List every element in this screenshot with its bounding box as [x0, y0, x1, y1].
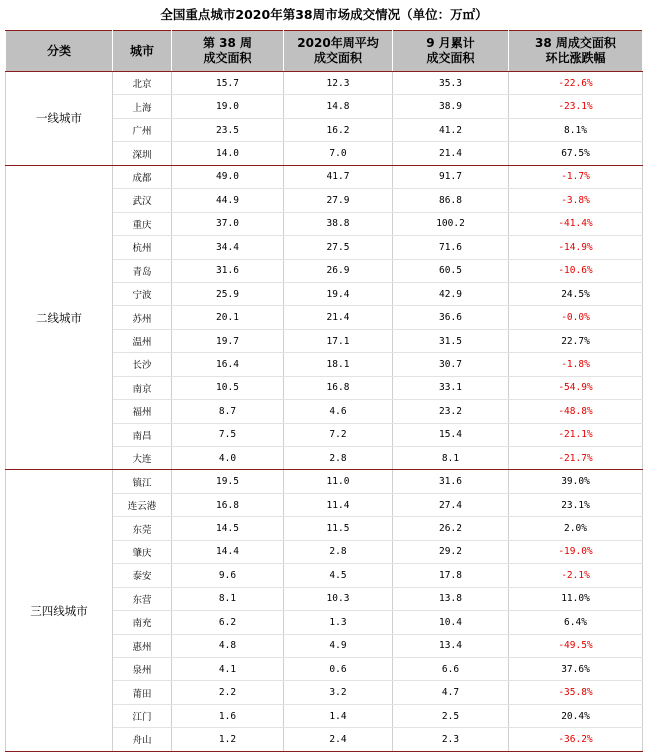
- weekly-average-cell: 21.4: [284, 306, 393, 329]
- week38-cell: 44.9: [172, 189, 284, 212]
- week-change-cell: 11.0%: [509, 587, 643, 610]
- page-title: 全国重点城市2020年第38周市场成交情况（单位：万㎡）: [160, 7, 488, 22]
- table-row: [6, 72, 643, 95]
- week38-cell: 2.2: [172, 681, 284, 704]
- week-change-cell: -0.0%: [509, 306, 643, 329]
- september-total-cell: 100.2: [393, 212, 509, 235]
- september-total-cell: 71.6: [393, 236, 509, 259]
- city-cell: 杭州: [113, 236, 172, 259]
- weekly-average-cell: 26.9: [284, 259, 393, 282]
- city-cell: 深圳: [113, 142, 172, 165]
- september-total-cell: 31.5: [393, 329, 509, 352]
- header-category: 分类: [6, 31, 113, 72]
- city-cell: 惠州: [113, 634, 172, 657]
- weekly-average-cell: 16.8: [284, 376, 393, 399]
- table-row: [6, 165, 643, 188]
- weekly-average-cell: 10.3: [284, 587, 393, 610]
- weekly-average-cell: 4.6: [284, 400, 393, 423]
- week-change-cell: -10.6%: [509, 259, 643, 282]
- week-change-cell: -3.8%: [509, 189, 643, 212]
- city-cell: 泉州: [113, 657, 172, 680]
- city-cell: 莆田: [113, 681, 172, 704]
- week-change-cell: -49.5%: [509, 634, 643, 657]
- week38-cell: 23.5: [172, 118, 284, 141]
- september-total-cell: 10.4: [393, 611, 509, 634]
- weekly-average-cell: 14.8: [284, 95, 393, 118]
- weekly-average-cell: 4.9: [284, 634, 393, 657]
- week38-cell: 31.6: [172, 259, 284, 282]
- week38-cell: 1.6: [172, 704, 284, 727]
- weekly-average-cell: 4.5: [284, 564, 393, 587]
- september-total-cell: 36.6: [393, 306, 509, 329]
- week-change-cell: -54.9%: [509, 376, 643, 399]
- september-total-cell: 30.7: [393, 353, 509, 376]
- weekly-average-cell: 27.5: [284, 236, 393, 259]
- week38-cell: 19.5: [172, 470, 284, 493]
- week-change-cell: -35.8%: [509, 681, 643, 704]
- city-cell: 苏州: [113, 306, 172, 329]
- week38-cell: 15.7: [172, 72, 284, 95]
- week38-cell: 14.0: [172, 142, 284, 165]
- weekly-average-cell: 3.2: [284, 681, 393, 704]
- september-total-cell: 42.9: [393, 282, 509, 305]
- weekly-average-cell: 11.5: [284, 517, 393, 540]
- weekly-average-cell: 1.3: [284, 611, 393, 634]
- september-total-cell: 33.1: [393, 376, 509, 399]
- city-cell: 江门: [113, 704, 172, 727]
- september-total-cell: 13.4: [393, 634, 509, 657]
- week38-cell: 9.6: [172, 564, 284, 587]
- city-cell: 成都: [113, 165, 172, 188]
- week38-cell: 19.7: [172, 329, 284, 352]
- week-change-cell: -19.0%: [509, 540, 643, 563]
- city-cell: 温州: [113, 329, 172, 352]
- city-cell: 泰安: [113, 564, 172, 587]
- week38-cell: 8.7: [172, 400, 284, 423]
- weekly-average-cell: 7.2: [284, 423, 393, 446]
- weekly-average-cell: 12.3: [284, 72, 393, 95]
- week38-cell: 16.8: [172, 493, 284, 516]
- week38-cell: 6.2: [172, 611, 284, 634]
- week-change-cell: 37.6%: [509, 657, 643, 680]
- city-cell: 武汉: [113, 189, 172, 212]
- city-cell: 宁波: [113, 282, 172, 305]
- category-cell: 一线城市: [6, 72, 113, 166]
- header-september-total: 9 月累计 成交面积: [393, 31, 509, 72]
- week38-cell: 1.2: [172, 728, 284, 751]
- week38-cell: 34.4: [172, 236, 284, 259]
- september-total-cell: 31.6: [393, 470, 509, 493]
- september-total-cell: 26.2: [393, 517, 509, 540]
- weekly-average-cell: 11.0: [284, 470, 393, 493]
- week38-cell: 4.0: [172, 447, 284, 470]
- header-weekly-average: 2020年周平均 成交面积: [284, 31, 393, 72]
- weekly-average-cell: 27.9: [284, 189, 393, 212]
- september-total-cell: 35.3: [393, 72, 509, 95]
- weekly-average-cell: 18.1: [284, 353, 393, 376]
- weekly-average-cell: 0.6: [284, 657, 393, 680]
- week38-cell: 8.1: [172, 587, 284, 610]
- table-body: [6, 72, 643, 752]
- week-change-cell: 8.1%: [509, 118, 643, 141]
- september-total-cell: 4.7: [393, 681, 509, 704]
- weekly-average-cell: 16.2: [284, 118, 393, 141]
- september-total-cell: 86.8: [393, 189, 509, 212]
- week-change-cell: -21.7%: [509, 447, 643, 470]
- week-change-cell: -1.8%: [509, 353, 643, 376]
- week38-cell: 25.9: [172, 282, 284, 305]
- market-table: [5, 30, 643, 752]
- week-change-cell: -22.6%: [509, 72, 643, 95]
- week-change-cell: 67.5%: [509, 142, 643, 165]
- weekly-average-cell: 38.8: [284, 212, 393, 235]
- weekly-average-cell: 17.1: [284, 329, 393, 352]
- weekly-average-cell: 41.7: [284, 165, 393, 188]
- september-total-cell: 15.4: [393, 423, 509, 446]
- week38-cell: 49.0: [172, 165, 284, 188]
- week-change-cell: 23.1%: [509, 493, 643, 516]
- september-total-cell: 2.5: [393, 704, 509, 727]
- city-cell: 上海: [113, 95, 172, 118]
- header-week38: 第 38 周 成交面积: [172, 31, 284, 72]
- city-cell: 南充: [113, 611, 172, 634]
- week-change-cell: 6.4%: [509, 611, 643, 634]
- city-cell: 大连: [113, 447, 172, 470]
- city-cell: 南京: [113, 376, 172, 399]
- week38-cell: 16.4: [172, 353, 284, 376]
- weekly-average-cell: 1.4: [284, 704, 393, 727]
- header-week-change: 38 周成交面积 环比涨跌幅: [509, 31, 643, 72]
- week-change-cell: -21.1%: [509, 423, 643, 446]
- week-change-cell: -23.1%: [509, 95, 643, 118]
- september-total-cell: 38.9: [393, 95, 509, 118]
- weekly-average-cell: 2.4: [284, 728, 393, 751]
- september-total-cell: 91.7: [393, 165, 509, 188]
- september-total-cell: 21.4: [393, 142, 509, 165]
- category-cell: 三四线城市: [6, 470, 113, 751]
- city-cell: 重庆: [113, 212, 172, 235]
- week-change-cell: -48.8%: [509, 400, 643, 423]
- week38-cell: 4.8: [172, 634, 284, 657]
- table-row: [6, 470, 643, 493]
- city-cell: 东莞: [113, 517, 172, 540]
- weekly-average-cell: 2.8: [284, 540, 393, 563]
- city-cell: 长沙: [113, 353, 172, 376]
- city-cell: 连云港: [113, 493, 172, 516]
- city-cell: 福州: [113, 400, 172, 423]
- city-cell: 镇江: [113, 470, 172, 493]
- header-city: 城市: [113, 31, 172, 72]
- week38-cell: 14.4: [172, 540, 284, 563]
- september-total-cell: 6.6: [393, 657, 509, 680]
- header-row: [6, 31, 643, 72]
- week-change-cell: 2.0%: [509, 517, 643, 540]
- city-cell: 舟山: [113, 728, 172, 751]
- week-change-cell: -2.1%: [509, 564, 643, 587]
- city-cell: 广州: [113, 118, 172, 141]
- september-total-cell: 27.4: [393, 493, 509, 516]
- category-cell: 二线城市: [6, 165, 113, 470]
- weekly-average-cell: 7.0: [284, 142, 393, 165]
- week38-cell: 4.1: [172, 657, 284, 680]
- september-total-cell: 8.1: [393, 447, 509, 470]
- week38-cell: 14.5: [172, 517, 284, 540]
- week38-cell: 7.5: [172, 423, 284, 446]
- week-change-cell: 39.0%: [509, 470, 643, 493]
- weekly-average-cell: 19.4: [284, 282, 393, 305]
- week-change-cell: 20.4%: [509, 704, 643, 727]
- week38-cell: 19.0: [172, 95, 284, 118]
- september-total-cell: 23.2: [393, 400, 509, 423]
- city-cell: 东营: [113, 587, 172, 610]
- september-total-cell: 2.3: [393, 728, 509, 751]
- week38-cell: 10.5: [172, 376, 284, 399]
- week38-cell: 37.0: [172, 212, 284, 235]
- september-total-cell: 17.8: [393, 564, 509, 587]
- week38-cell: 20.1: [172, 306, 284, 329]
- week-change-cell: -1.7%: [509, 165, 643, 188]
- week-change-cell: 24.5%: [509, 282, 643, 305]
- week-change-cell: 22.7%: [509, 329, 643, 352]
- city-cell: 青岛: [113, 259, 172, 282]
- week-change-cell: -41.4%: [509, 212, 643, 235]
- city-cell: 肇庆: [113, 540, 172, 563]
- weekly-average-cell: 2.8: [284, 447, 393, 470]
- week-change-cell: -14.9%: [509, 236, 643, 259]
- september-total-cell: 60.5: [393, 259, 509, 282]
- september-total-cell: 13.8: [393, 587, 509, 610]
- weekly-average-cell: 11.4: [284, 493, 393, 516]
- week-change-cell: -36.2%: [509, 728, 643, 751]
- city-cell: 北京: [113, 72, 172, 95]
- september-total-cell: 29.2: [393, 540, 509, 563]
- city-cell: 南昌: [113, 423, 172, 446]
- september-total-cell: 41.2: [393, 118, 509, 141]
